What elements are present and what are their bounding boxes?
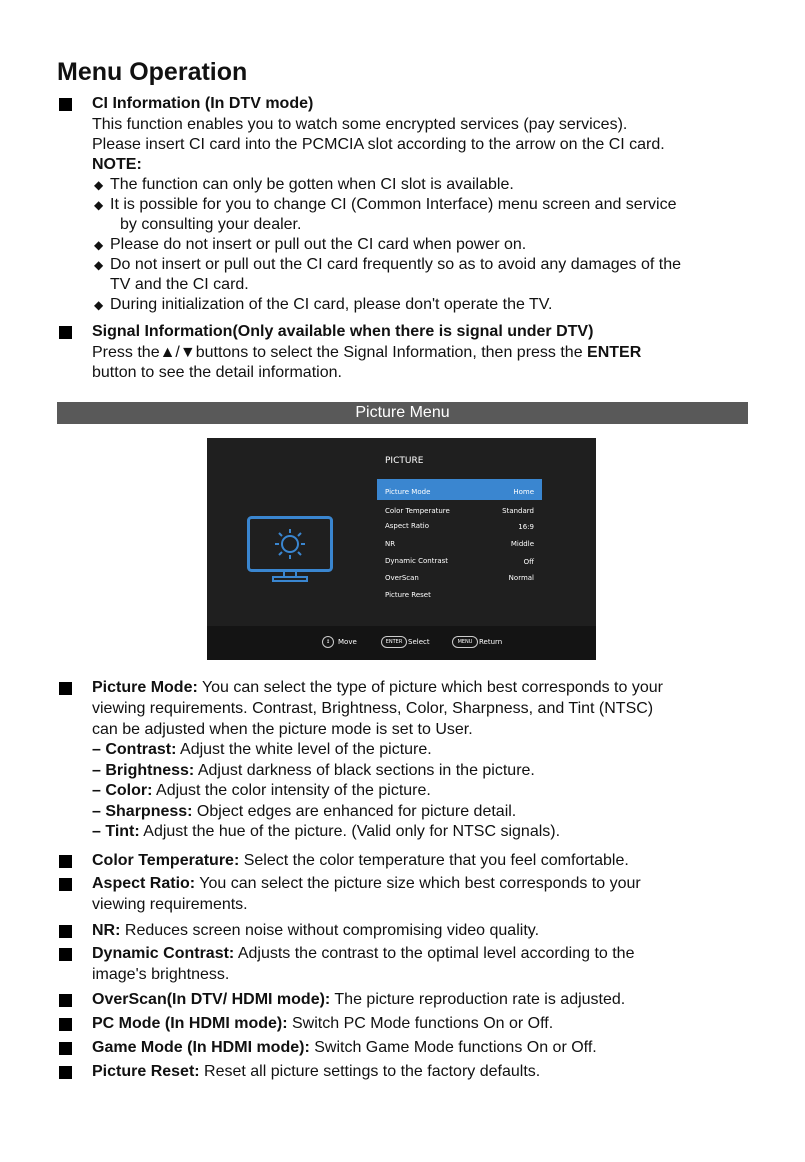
ci-note-2-cont: by consulting your dealer. — [120, 216, 302, 233]
hint-return: Return — [479, 638, 503, 646]
menu-value: Standard — [502, 507, 534, 515]
ci-note-label: NOTE: — [92, 156, 142, 173]
menu-value: Home — [513, 488, 534, 496]
desc-picture-reset: Picture Reset: Reset all picture settings to the factory defaults. — [92, 1063, 541, 1080]
bullet-square — [59, 1066, 72, 1079]
ci-note-1: ◆ The function can only be gotten when CI slot is available. — [94, 176, 514, 193]
diamond-icon: ◆ — [94, 258, 104, 272]
diamond-icon: ◆ — [94, 198, 104, 212]
bullet-square — [59, 326, 72, 339]
bullet-square — [59, 855, 72, 868]
desc-color-temperature: Color Temperature: Select the color temperature that you feel comfortable. — [92, 852, 629, 869]
signal-line-2: button to see the detail information. — [92, 364, 342, 381]
page-title: Menu Operation — [57, 58, 248, 86]
desc-game-mode: Game Mode (In HDMI mode): Switch Game Mode functions On or Off. — [92, 1039, 597, 1056]
bullet-square — [59, 682, 72, 695]
signal-heading: Signal Information(Only available when there is signal under DTV) — [92, 323, 594, 340]
ci-note-4-cont: TV and the CI card. — [110, 276, 249, 293]
menu-item-color-temperature[interactable]: Color Temperature — [385, 507, 450, 515]
menu-value: 16:9 — [518, 523, 534, 531]
menu-item-nr[interactable]: NR — [385, 540, 396, 548]
bullet-square — [59, 878, 72, 891]
desc-aspect-ratio-2: viewing requirements. — [92, 896, 248, 913]
move-arrows-icon: ↕ — [322, 636, 334, 648]
desc-tint: – Tint: Adjust the hue of the picture. (Valid only for NTSC signals). — [92, 823, 561, 840]
enter-key-icon: ENTER — [381, 636, 407, 648]
section-banner: Picture Menu — [57, 402, 748, 424]
desc-pc-mode: PC Mode (In HDMI mode): Switch PC Mode functions On or Off. — [92, 1015, 554, 1032]
bullet-square — [59, 98, 72, 111]
menu-value: Middle — [510, 540, 534, 548]
monitor-sun-icon — [247, 516, 333, 584]
signal-line-1: Press the▲/▼buttons to select the Signal Information, then press the ENTER — [92, 344, 642, 361]
desc-contrast: – Contrast: Adjust the white level of the picture. — [92, 741, 432, 758]
menu-item-overscan[interactable]: OverScan — [385, 574, 419, 582]
hint-select: Select — [408, 638, 430, 646]
desc-dynamic-contrast: Dynamic Contrast: Adjusts the contrast to the optimal level according to the — [92, 945, 635, 962]
hint-move: Move — [338, 638, 357, 646]
diamond-icon: ◆ — [94, 238, 104, 252]
bullet-square — [59, 1042, 72, 1055]
menu-key-icon: MENU — [452, 636, 478, 648]
menu-item-aspect-ratio[interactable]: Aspect Ratio — [385, 522, 429, 530]
bullet-square — [59, 1018, 72, 1031]
desc-picture-mode: Picture Mode: You can select the type of picture which best corresponds to your — [92, 679, 663, 696]
desc-color: – Color: Adjust the color intensity of the picture. — [92, 782, 431, 799]
menu-item-dynamic-contrast[interactable]: Dynamic Contrast — [385, 557, 449, 565]
bullet-square — [59, 925, 72, 938]
ci-body-2: Please insert CI card into the PCMCIA slot according to the arrow on the CI card. — [92, 136, 665, 153]
desc-picture-mode-2: viewing requirements. Contrast, Brightness, Color, Sharpness, and Tint (NTSC) — [92, 700, 654, 717]
menu-item-picture-mode[interactable]: Picture Mode — [385, 488, 431, 496]
desc-sharpness: – Sharpness: Object edges are enhanced for picture detail. — [92, 803, 517, 820]
ci-note-5: ◆ During initialization of the CI card, please don't operate the TV. — [94, 296, 553, 313]
menu-hint-bar — [207, 626, 596, 660]
menu-title: PICTURE — [385, 456, 424, 466]
diamond-icon: ◆ — [94, 298, 104, 312]
desc-brightness: – Brightness: Adjust darkness of black sections in the picture. — [92, 762, 535, 779]
ci-heading: CI Information (In DTV mode) — [92, 95, 314, 112]
diamond-icon: ◆ — [94, 178, 104, 192]
menu-item-picture-reset[interactable]: Picture Reset — [385, 591, 431, 599]
menu-value: Off — [523, 558, 534, 566]
picture-menu-screenshot — [207, 438, 596, 660]
menu-value: Normal — [508, 574, 534, 582]
desc-overscan: OverScan(In DTV/ HDMI mode): The picture reproduction rate is adjusted. — [92, 991, 626, 1008]
desc-dynamic-contrast-2: image's brightness. — [92, 966, 230, 983]
bullet-square — [59, 994, 72, 1007]
ci-note-2: ◆ It is possible for you to change CI (Common Interface) menu screen and service — [94, 196, 677, 213]
desc-nr: NR: Reduces screen noise without compromising video quality. — [92, 922, 540, 939]
desc-picture-mode-3: can be adjusted when the picture mode is set to User. — [92, 721, 473, 738]
ci-note-4: ◆ Do not insert or pull out the CI card frequently so as to avoid any damages of the — [94, 256, 681, 273]
ci-note-3: ◆ Please do not insert or pull out the CI card when power on. — [94, 236, 527, 253]
bullet-square — [59, 948, 72, 961]
ci-body-1: This function enables you to watch some encrypted services (pay services). — [92, 116, 628, 133]
desc-aspect-ratio: Aspect Ratio: You can select the picture size which best corresponds to your — [92, 875, 641, 892]
